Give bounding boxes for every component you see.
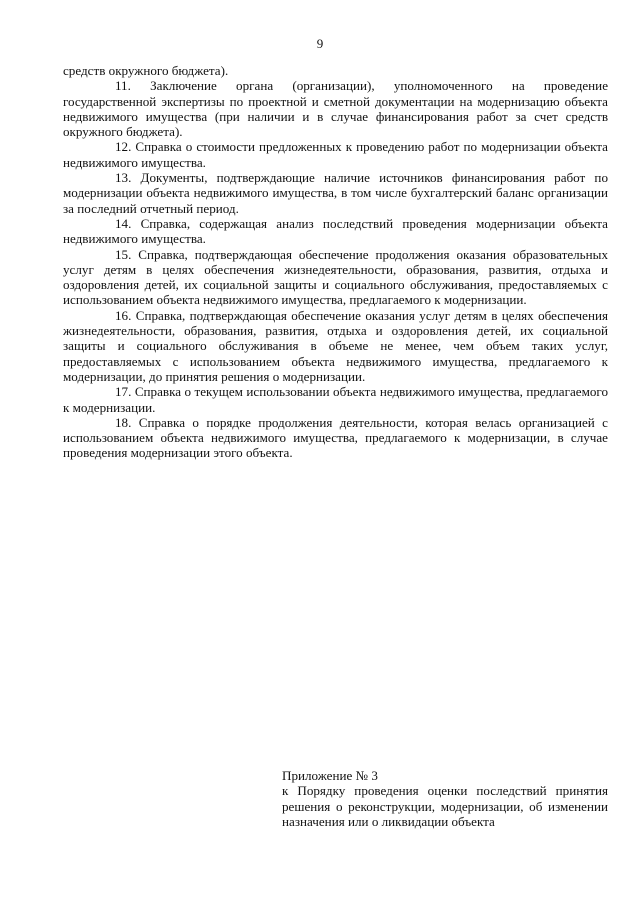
appendix-header [282, 768, 608, 829]
paragraph-item-14: 14. Справка, содержащая анализ последствий проведения модернизации объекта недвижимого имущества. [63, 215, 608, 247]
paragraph-item-11: 11. Заключение органа (организации), уполномоченного на проведение государственной экспертизы по проектной и сметной документации на модернизацию объекта недвижимого имущества (при наличии и в случае финансирования работ за счет средств окружного бюджета). [63, 78, 608, 140]
document-body [63, 63, 608, 461]
paragraph-continuation: средств окружного бюджета). [63, 63, 229, 78]
paragraph-item-18: 18. Справка о порядке продолжения деятельности, которая велась организацией с использованием объекта недвижимого имущества, предлагаемого к модернизации, в случае проведения модернизации этого объекта. [63, 414, 608, 461]
paragraph-item-16: 16. Справка, подтверждающая обеспечение оказания услуг детям в целях обеспечения жизнедеятельности, образования, развития, отдыха и оздоровления детей, их социальной защиты и социального обслуживания в объеме не менее, чем объем таких услуг, предоставляемых с использованием объекта недвижимого имущества, предлагаемого к модернизации, до принятия решения о модернизации. [63, 307, 608, 384]
paragraph-item-12: 12. Справка о стоимости предложенных к проведению работ по модернизации объекта недвижимого имущества. [63, 139, 608, 170]
appendix-title: Приложение № 3 [282, 768, 378, 783]
page-number: 9 [316, 36, 324, 51]
appendix-text: к Порядку проведения оценки последствий принятия решения о реконструкции, модернизации, об изменении назначения или о ликвидации объекта [282, 783, 608, 829]
paragraph-item-15: 15. Справка, подтверждающая обеспечение продолжения оказания образовательных услуг детям в целях обеспечения жизнедеятельности, образования, развития, отдыха и оздоровления детей, их социальной защиты и социального обслуживания, предоставляемых с использованием объекта недвижимого имущества, предлагаемого к модернизации. [63, 246, 608, 308]
paragraph-item-13: 13. Документы, подтверждающие наличие источников финансирования работ по модернизации объекта недвижимого имущества, в том числе бухгалтерский баланс организации за последний отчетный период. [63, 170, 608, 216]
paragraph-item-17: 17. Справка о текущем использовании объекта недвижимого имущества, предлагаемого к модернизации. [63, 384, 608, 415]
